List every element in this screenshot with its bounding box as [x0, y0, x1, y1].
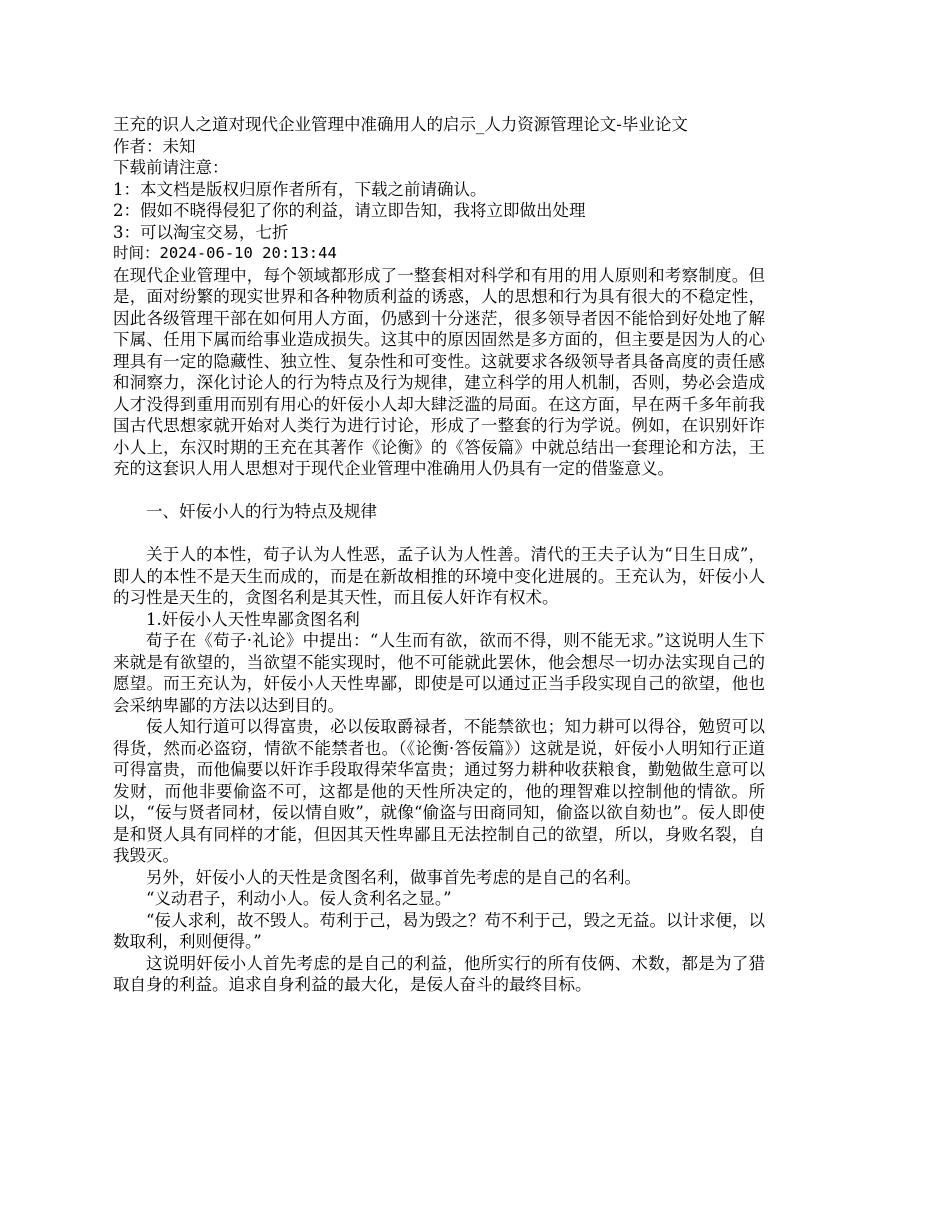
notice-header: 下载前请注意： — [113, 158, 229, 177]
body-paragraph: 佞人知行道可以得富贵，必以佞取爵禄者，不能禁欲也；知力耕可以得谷，勉贸可以得货，然而必盗窃，情欲不能禁者也。（《论衡·答佞篇》）这就是说，奸佞小人明知行正道可得富贵，而他偏要以奸诈手段取得荣华富贵；通过努力耕种收获粮食，勤勉做生意可以发财，而他非要偷盗不可，这都是他的天性所决定的，他的理智难以控制他的情欲。所以，“佞与贤者同材，佞以情自败”，就像“偷盗与田商同知，偷盗以欲自劾也”。佞人即使是和贤人具有同样的才能，但因其天性卑鄙且无法控制自己的欲望，所以，身败名裂，自我毁灭。 — [113, 717, 765, 865]
notice-item: 3：可以淘宝交易，七折 — [113, 222, 289, 242]
blank-line — [113, 480, 765, 502]
blank-line — [113, 523, 765, 545]
intro-paragraph: 在现代企业管理中，每个领域都形成了一整套相对科学和有用的用人原则和考察制度。但是，面对纷繁的现实世界和各种物质利益的诱惑，人的思想和行为具有很大的不稳定性，因此各级管理干部在如何用人方面，仍感到十分迷茫，很多领导者因不能恰到好处地了解下属、任用下属而给事业造成损失。这其中的原因固然是多方面的，但主要是因为人的心理具有一定的隐藏性、独立性、复杂性和可变性。这就要求各级领导者具备高度的责任感和洞察力，深化讨论人的行为特点及行为规律，建立科学的用人机制，否则，势必会造成人才没得到重用而别有用心的奸佞小人却大肆泛滥的局面。在这方面，早在两千多年前我国古代思想家就开始对人类行为进行讨论，形成了一整套的行为学说。例如，在识别奸诈小人上，东汉时期的王充在其著作《论衡》的《答佞篇》中就总结出一套理论和方法，王充的这套识人用人思想对于现代企业管理中准确用人仍具有一定的借鉴意义。 — [113, 265, 765, 478]
quote-paragraph: “义动君子，利动小人。佞人贪利名之显。” — [146, 889, 452, 908]
section-heading: 一、奸佞小人的行为特点及规律 — [146, 502, 377, 521]
body-paragraph: 另外，奸佞小人的天性是贪图名利，做事首先考虑的是自己的名利。 — [146, 867, 641, 887]
notice-item: 1：本文档是版权归原作者所有，下载之前请确认。 — [113, 179, 487, 199]
quote-paragraph: “佞人求利，故不毁人。苟利于己，曷为毁之？苟不利于己，毁之无益。以计求便，以数取利，利则便得。” — [113, 910, 765, 951]
timestamp-line: 时间：2024-06-10 20:13:44 — [113, 244, 337, 262]
body-paragraph: 荀子在《荀子·礼论》中提出：“人生而有欲，欲而不得，则不能无求。”这说明人生下来就是有欲望的，当欲望不能实现时，他不可能就此罢休，他会想尽一切办法实现自己的愿望。而王充认为，奸佞小人天性卑鄙，即使是可以通过正当手段实现自己的欲望，他也会采纳卑鄙的方法以达到目的。 — [113, 631, 765, 715]
body-paragraph: 这说明奸佞小人首先考虑的是自己的利益，他所实行的所有伎俩、术数，都是为了猎取自身的利益。追求自身利益的最大化，是佞人奋斗的最终目标。 — [113, 953, 765, 994]
document-page — [113, 114, 765, 996]
notice-item: 2：假如不晓得侵犯了你的利益，请立即告知，我将立即做出处理 — [113, 201, 586, 220]
subsection-heading: 1.奸佞小人天性卑鄙贪图名利 — [146, 609, 360, 629]
author-line: 作者：未知 — [113, 136, 196, 156]
body-paragraph: 关于人的本性，荀子认为人性恶，孟子认为人性善。清代的王夫子认为“日生日成”，即人的本性不是天生而成的，而是在新故相推的环境中变化进展的。王充认为，奸佞小人的习性是天生的，贪图名利是其天性，而且佞人奸诈有权术。 — [113, 545, 765, 607]
document-title: 王充的识人之道对现代企业管理中准确用人的启示_人力资源管理论文-毕业论文 — [113, 115, 688, 134]
